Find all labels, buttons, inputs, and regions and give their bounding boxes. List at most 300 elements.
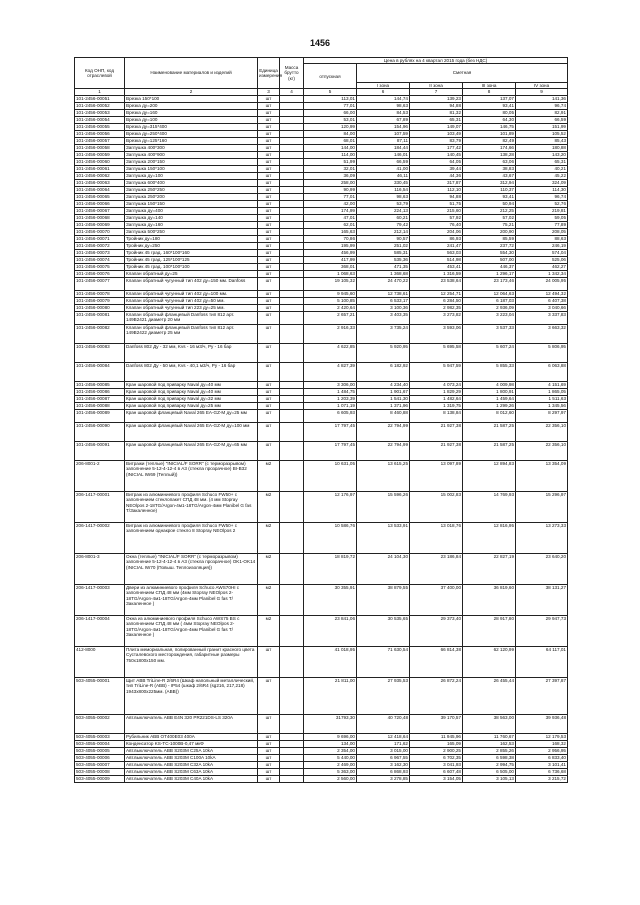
name-cell: Плита мемориальная, полированный гранит красного цвета Сусталевского месторождения, габаритные размеры 750х1800х150 мм. [125,647,258,678]
table-row [75,229,568,236]
unit-cell: шт [258,325,280,344]
mass-cell [280,229,304,236]
unit-cell: шт [258,124,280,131]
price-zone-3: 6 598,38 [463,755,516,762]
price-zone-2: 5 695,58 [410,344,463,363]
code-cell: 101-2456-00071 [75,236,125,243]
table-row [75,776,568,783]
page-number: 1456 [309,38,331,48]
name-cell: Заглушка 500*250 [125,229,258,236]
price-zone-4: 105,52 [516,131,568,138]
price-zone-3: 85,59 [463,236,516,243]
unit-cell: шт [258,110,280,117]
price-zone-1: 15 596,26 [357,492,410,523]
price-zone-1: 1 901,67 [357,389,410,396]
price-zone-3: 554,30 [463,250,516,257]
code-cell: 206-1417-00004 [75,616,125,647]
price-zone-3: 5 607,24 [463,344,516,363]
code-cell: 101-2456-00085 [75,382,125,389]
unit-cell: шт [258,103,280,110]
price-zone-2: 1 482,64 [410,396,463,403]
price-zone-2: 453,41 [410,264,463,271]
price-zone-2: 3 154,05 [410,776,463,783]
unit-cell: шт [258,647,280,678]
table-row [75,291,568,298]
name-cell: Заглушка ду=400 [125,208,258,215]
price-zone-4: 2 956,95 [516,748,568,755]
mass-cell [280,180,304,187]
code-cell: 206-8001-3 [75,554,125,585]
price-zone-2: 241,47 [410,243,463,250]
unit-cell: шт [258,305,280,312]
name-cell: Клапан обратный фланцевый Danfoss тип 812 арт. 149B2421 диаметр 20 мм [125,312,258,325]
price-release: 41 018,95 [304,647,357,678]
price-zone-2: 65,31 [410,117,463,124]
table-row [75,110,568,117]
price-zone-3: 312,94 [463,180,516,187]
code-cell: 101-2456-00083 [75,344,125,363]
price-zone-1: 27 935,53 [357,678,410,715]
price-zone-1: 107,59 [357,131,410,138]
price-zone-2: 1 316,59 [410,271,463,278]
unit-cell: шт [258,291,280,298]
code-cell: 101-2456-00067 [75,208,125,215]
name-cell: Danfoss 802 Ду - 50 мм, Kvs - 40,1 м3/ч, Ру - 16 бар [125,363,258,382]
price-release: 174,99 [304,208,357,215]
header-zone-4: IV зона [516,82,568,88]
mass-cell [280,442,304,461]
price-zone-4: 1 342,34 [516,271,568,278]
price-table [74,57,568,783]
price-zone-2: 66 814,38 [410,647,463,678]
price-release: 53,01 [304,117,357,124]
unit-cell: шт [258,678,280,715]
price-zone-1: 87,11 [357,138,410,145]
price-release: 258,00 [304,180,357,187]
price-release: 1 484,75 [304,389,357,396]
code-cell: 503-4055-00009 [75,776,125,783]
price-zone-4: 219,81 [516,208,568,215]
price-zone-1: 46,11 [357,173,410,180]
price-zone-1: 212,14 [357,229,410,236]
unit-cell: шт [258,236,280,243]
price-zone-1: 8 460,88 [357,410,410,423]
table-row [75,492,568,523]
price-zone-3: 36 819,60 [463,585,516,616]
column-index: 7 [410,89,463,96]
price-zone-3: 6 187,03 [463,298,516,305]
price-zone-4: 29 947,73 [516,616,568,647]
price-zone-2: 13 018,76 [410,523,463,554]
unit-cell: шт [258,201,280,208]
price-zone-4: 574,04 [516,250,568,257]
table-row [75,734,568,741]
table-row [75,117,568,124]
code-cell: 101-2456-00056 [75,131,125,138]
header-zone-2: II зона [410,82,463,88]
price-zone-3: 38 563,00 [463,715,516,734]
table-row [75,250,568,257]
price-zone-3: 174,66 [463,145,516,152]
name-cell: Заглушка ду=140 [125,215,258,222]
code-cell: 503-4055-00002 [75,715,125,734]
header-mass: Масса брутто (кг) [280,58,304,89]
code-cell: 503-4055-00008 [75,769,125,776]
price-zone-1: 171,62 [357,741,410,748]
table-row [75,403,568,410]
name-cell: Кран шаровой под приварку Naval ду=40 мм [125,389,258,396]
price-zone-1: 98,63 [357,103,410,110]
table-row [75,305,568,312]
price-zone-4: 12 179,53 [516,734,568,741]
price-zone-1: 12 418,64 [357,734,410,741]
price-release: 1 203,39 [304,396,357,403]
price-zone-3: 12 064,63 [463,291,516,298]
price-zone-3: 5 855,33 [463,363,516,382]
header-estimate: Сметная [357,64,568,82]
code-cell: 101-2456-00068 [75,215,125,222]
price-zone-3: 43,67 [463,173,516,180]
code-cell: 101-2456-00069 [75,222,125,229]
code-cell: 101-2456-00080 [75,305,125,312]
price-zone-4: 22 356,10 [516,442,568,461]
column-index: 2 [125,89,258,96]
header-zone-1: I зона [357,82,410,88]
table-row [75,344,568,363]
price-release: 417,99 [304,257,357,264]
price-zone-2: 4 073,24 [410,382,463,389]
unit-cell: шт [258,145,280,152]
unit-cell: шт [258,755,280,762]
table-row [75,96,568,103]
price-zone-2: 215,60 [410,208,463,215]
price-zone-1: 251,02 [357,243,410,250]
price-release: 2 354,00 [304,748,357,755]
price-zone-4: 114,30 [516,187,568,194]
name-cell: Клапан обратный фланцевый Danfoss тип 812 арт. 149B2422 диаметр 25 мм [125,325,258,344]
price-zone-1: 30 535,65 [357,616,410,647]
name-cell: Тройник ду=250 [125,243,258,250]
price-zone-3: 1 800,91 [463,389,516,396]
price-zone-3: 1 299,26 [463,403,516,410]
table-row [75,201,568,208]
unit-cell: шт [258,410,280,423]
unit-cell: шт [258,243,280,250]
table-row [75,236,568,243]
mass-cell [280,389,304,396]
price-release: 17 797,45 [304,442,357,461]
price-zone-3: 2 936,09 [463,305,516,312]
price-zone-4: 88,63 [516,236,568,243]
name-cell: Врезка ду=200 [125,103,258,110]
price-zone-4: 5 806,95 [516,344,568,363]
price-release: 120,99 [304,124,357,131]
code-cell: 101-2456-00051 [75,96,125,103]
unit-cell: м2 [258,585,280,616]
unit-cell: шт [258,741,280,748]
price-zone-4: 143,20 [516,152,568,159]
price-zone-2: 2 900,25 [410,748,463,755]
header-price-group: Цена в рублях на 4 квартал 2015 года (без НДС) [304,58,568,64]
mass-cell [280,715,304,734]
price-release: 9 696,00 [304,734,357,741]
price-zone-2: 13 097,89 [410,461,463,492]
price-zone-1: 3 162,30 [357,762,410,769]
mass-cell [280,678,304,715]
table-row [75,208,568,215]
price-zone-2: 21 927,38 [410,423,463,442]
price-release: 5 440,00 [304,755,357,762]
mass-cell [280,461,304,492]
mass-cell [280,762,304,769]
name-cell: Врезка ду=125*160 [125,138,258,145]
table-row [75,461,568,492]
unit-cell: шт [258,215,280,222]
price-zone-3: 2 855,26 [463,748,516,755]
price-zone-4: 39 936,48 [516,715,568,734]
header-unit: Единица измерения [258,58,280,89]
price-zone-3: 21 587,25 [463,423,516,442]
name-cell: Клапан обратный чугунный тип 402 ду=150 мм. Danfoss [125,278,258,291]
price-zone-3: 14 769,93 [463,492,516,523]
price-zone-2: 23 538,64 [410,278,463,291]
price-zone-4: 1 345,56 [516,403,568,410]
table-row [75,389,568,396]
unit-cell: м2 [258,523,280,554]
name-cell: Тройник 45 град. 160*100*160 [125,250,258,257]
code-cell: 101-2456-00089 [75,410,125,423]
price-zone-1: 12 738,61 [357,291,410,298]
price-release: 42,00 [304,201,357,208]
price-zone-1: 585,31 [357,250,410,257]
mass-cell [280,423,304,442]
code-cell: 503-4055-00004 [75,741,125,748]
price-zone-4: 27 397,87 [516,678,568,715]
table-row [75,363,568,382]
unit-cell: шт [258,194,280,201]
code-cell: 101-2456-00091 [75,442,125,461]
price-zone-4: 4 151,69 [516,382,568,389]
price-release: 23 841,06 [304,616,357,647]
mass-cell [280,131,304,138]
price-zone-4: 3 663,32 [516,325,568,344]
price-zone-3: 8 012,60 [463,410,516,423]
price-zone-3: 4 009,98 [463,382,516,389]
table-row [75,396,568,403]
price-release: 4 827,39 [304,363,357,382]
price-release: 113,01 [304,96,357,103]
price-zone-3: 212,25 [463,208,516,215]
name-cell: Заглушка ду=100 [125,173,258,180]
mass-cell [280,152,304,159]
price-release: 51,99 [304,159,357,166]
table-row [75,325,568,344]
name-cell: Авт.выключатель ABB S203M C25A 10kA [125,748,258,755]
price-zone-1: 40 720,48 [357,715,410,734]
price-zone-3: 137,07 [463,96,516,103]
mass-cell [280,755,304,762]
price-zone-3: 62 120,99 [463,647,516,678]
column-index: 3 [258,89,280,96]
price-zone-3: 57,02 [463,215,516,222]
price-zone-2: 11 945,96 [410,734,463,741]
mass-cell [280,138,304,145]
price-zone-3: 38,83 [463,166,516,173]
price-zone-1: 3 403,35 [357,312,410,325]
price-zone-4: 59,05 [516,215,568,222]
table-row [75,187,568,194]
table-row [75,312,568,325]
price-zone-2: 139,23 [410,96,463,103]
price-zone-1: 3 278,85 [357,776,410,783]
name-cell: Клапан обратный чугунный тип 223 ду=25 мм. [125,305,258,312]
price-zone-2: 57,92 [410,215,463,222]
unit-cell: шт [258,131,280,138]
price-zone-1: 79,42 [357,222,410,229]
unit-cell: шт [258,208,280,215]
price-zone-3: 110,37 [463,187,516,194]
name-cell: Кран шаровой под приварку Naval ду=40 мм [125,382,258,389]
code-cell: 101-2456-00073 [75,250,125,257]
price-zone-4: 77,89 [516,222,568,229]
price-zone-3: 200,90 [463,229,516,236]
code-cell: 101-2456-00061 [75,166,125,173]
table-row [75,278,568,291]
table-row [75,159,568,166]
price-zone-3: 146,75 [463,124,516,131]
table-row [75,748,568,755]
price-zone-4: 180,88 [516,145,568,152]
price-zone-4: 13 354,09 [516,461,568,492]
mass-cell [280,769,304,776]
price-zone-4: 6 736,68 [516,769,568,776]
mass-cell [280,396,304,403]
name-cell: Заглушка 400*300 [125,145,258,152]
table-row [75,442,568,461]
price-release: 2 916,33 [304,325,357,344]
price-zone-4: 462,27 [516,264,568,271]
mass-cell [280,236,304,243]
unit-cell: шт [258,271,280,278]
code-cell: 503-4055-00007 [75,762,125,769]
name-cell: Щит ABB TriLine-R 2/6R4 (Шкаф напольный металлический, тип TriLine-R (ABB) - IP54 (шкаф 2/6R4 (sg216, 217,218) 1943х800х225мм. (ABB)) [125,678,258,715]
price-zone-2: 44,36 [410,173,463,180]
price-zone-2: 3 593,06 [410,325,463,344]
unit-cell: шт [258,344,280,363]
price-zone-2: 12 254,71 [410,291,463,298]
price-zone-4: 324,09 [516,180,568,187]
price-zone-4: 65,31 [516,159,568,166]
price-release: 1 068,63 [304,271,357,278]
code-cell: 101-2456-00052 [75,103,125,110]
name-cell: Клапан обратный ду=25 [125,271,258,278]
mass-cell [280,325,304,344]
price-zone-1: 24 104,30 [357,554,410,585]
price-zone-4: 96,74 [516,103,568,110]
code-cell: 101-2456-00082 [75,325,125,344]
table-row [75,755,568,762]
price-zone-4: 13 273,33 [516,523,568,554]
price-zone-2: 204,06 [410,229,463,236]
name-cell: Авт.выключатель ABB E4N 320 PR221DS-LS 320A [125,715,258,734]
price-release: 21 811,00 [304,678,357,715]
code-cell: 101-2456-00088 [75,403,125,410]
unit-cell: шт [258,762,280,769]
unit-cell: шт [258,257,280,264]
price-zone-3: 75,21 [463,222,516,229]
mass-cell [280,278,304,291]
price-release: 6 605,93 [304,410,357,423]
price-zone-3: 22 827,19 [463,554,516,585]
code-cell: 206-1417-00002 [75,523,125,554]
price-release: 2 657,21 [304,312,357,325]
price-zone-2: 103,49 [410,131,463,138]
price-zone-3: 101,89 [463,131,516,138]
price-zone-2: 86,93 [410,236,463,243]
price-zone-1: 13 533,91 [357,523,410,554]
header-code: Код ОНП, код отраслевой [75,58,125,89]
mass-cell [280,110,304,117]
mass-cell [280,222,304,229]
price-zone-4: 141,36 [516,96,568,103]
mass-cell [280,291,304,298]
price-zone-3: 1 296,17 [463,271,516,278]
price-zone-4: 64 117,01 [516,647,568,678]
price-zone-2: 5 947,59 [410,363,463,382]
mass-cell [280,159,304,166]
price-release: 368,01 [304,264,357,271]
price-zone-3: 64,30 [463,117,516,124]
name-cell: Тройник 45 град. 125*100*125 [125,257,258,264]
price-zone-1: 67,89 [357,117,410,124]
unit-cell: м2 [258,554,280,585]
unit-cell: шт [258,423,280,442]
price-zone-1: 6 533,17 [357,298,410,305]
unit-cell: шт [258,748,280,755]
unit-cell: шт [258,187,280,194]
mass-cell [280,117,304,124]
name-cell: Врезка ду=250*400 [125,131,258,138]
table-row [75,180,568,187]
price-zone-3: 1 459,64 [463,396,516,403]
unit-cell: шт [258,264,280,271]
mass-cell [280,492,304,523]
price-zone-2: 81,32 [410,110,463,117]
price-zone-1: 224,13 [357,208,410,215]
code-cell: 101-2456-00078 [75,291,125,298]
price-zone-3: 3 105,13 [463,776,516,783]
table-row [75,257,568,264]
name-cell: Окна (теплые) "INICIAL/F SORR" (с терморазрывом) заполнение 5-12-4-12-4 в А3 (стекла прозрачное) OK1-OK14 (INICIAL IW70 (Повыш. Теплоизоляция)) [125,554,258,585]
unit-cell: шт [258,229,280,236]
price-release: 12 176,97 [304,492,357,523]
table-row [75,215,568,222]
price-zone-2: 165,09 [410,741,463,748]
mass-cell [280,748,304,755]
name-cell: Врезка ду=100 [125,117,258,124]
price-release: 66,00 [304,110,357,117]
unit-cell: шт [258,250,280,257]
price-zone-4: 6 063,88 [516,363,568,382]
code-cell: 101-2456-00072 [75,243,125,250]
price-release: 47,01 [304,215,357,222]
mass-cell [280,250,304,257]
name-cell: Заглушка 250*200 [125,194,258,201]
name-cell: Витраж из алюминиевого профиля Schuco FW50+ с заполнением однакрое стекло 8 Stopray NEOlpos 2 [125,523,258,554]
price-zone-4: 208,05 [516,229,568,236]
price-zone-1: 41,00 [357,166,410,173]
name-cell: Danfoss 802 Ду - 32 мм, Kvs - 16 м3/ч, Ру - 16 бар [125,344,258,363]
